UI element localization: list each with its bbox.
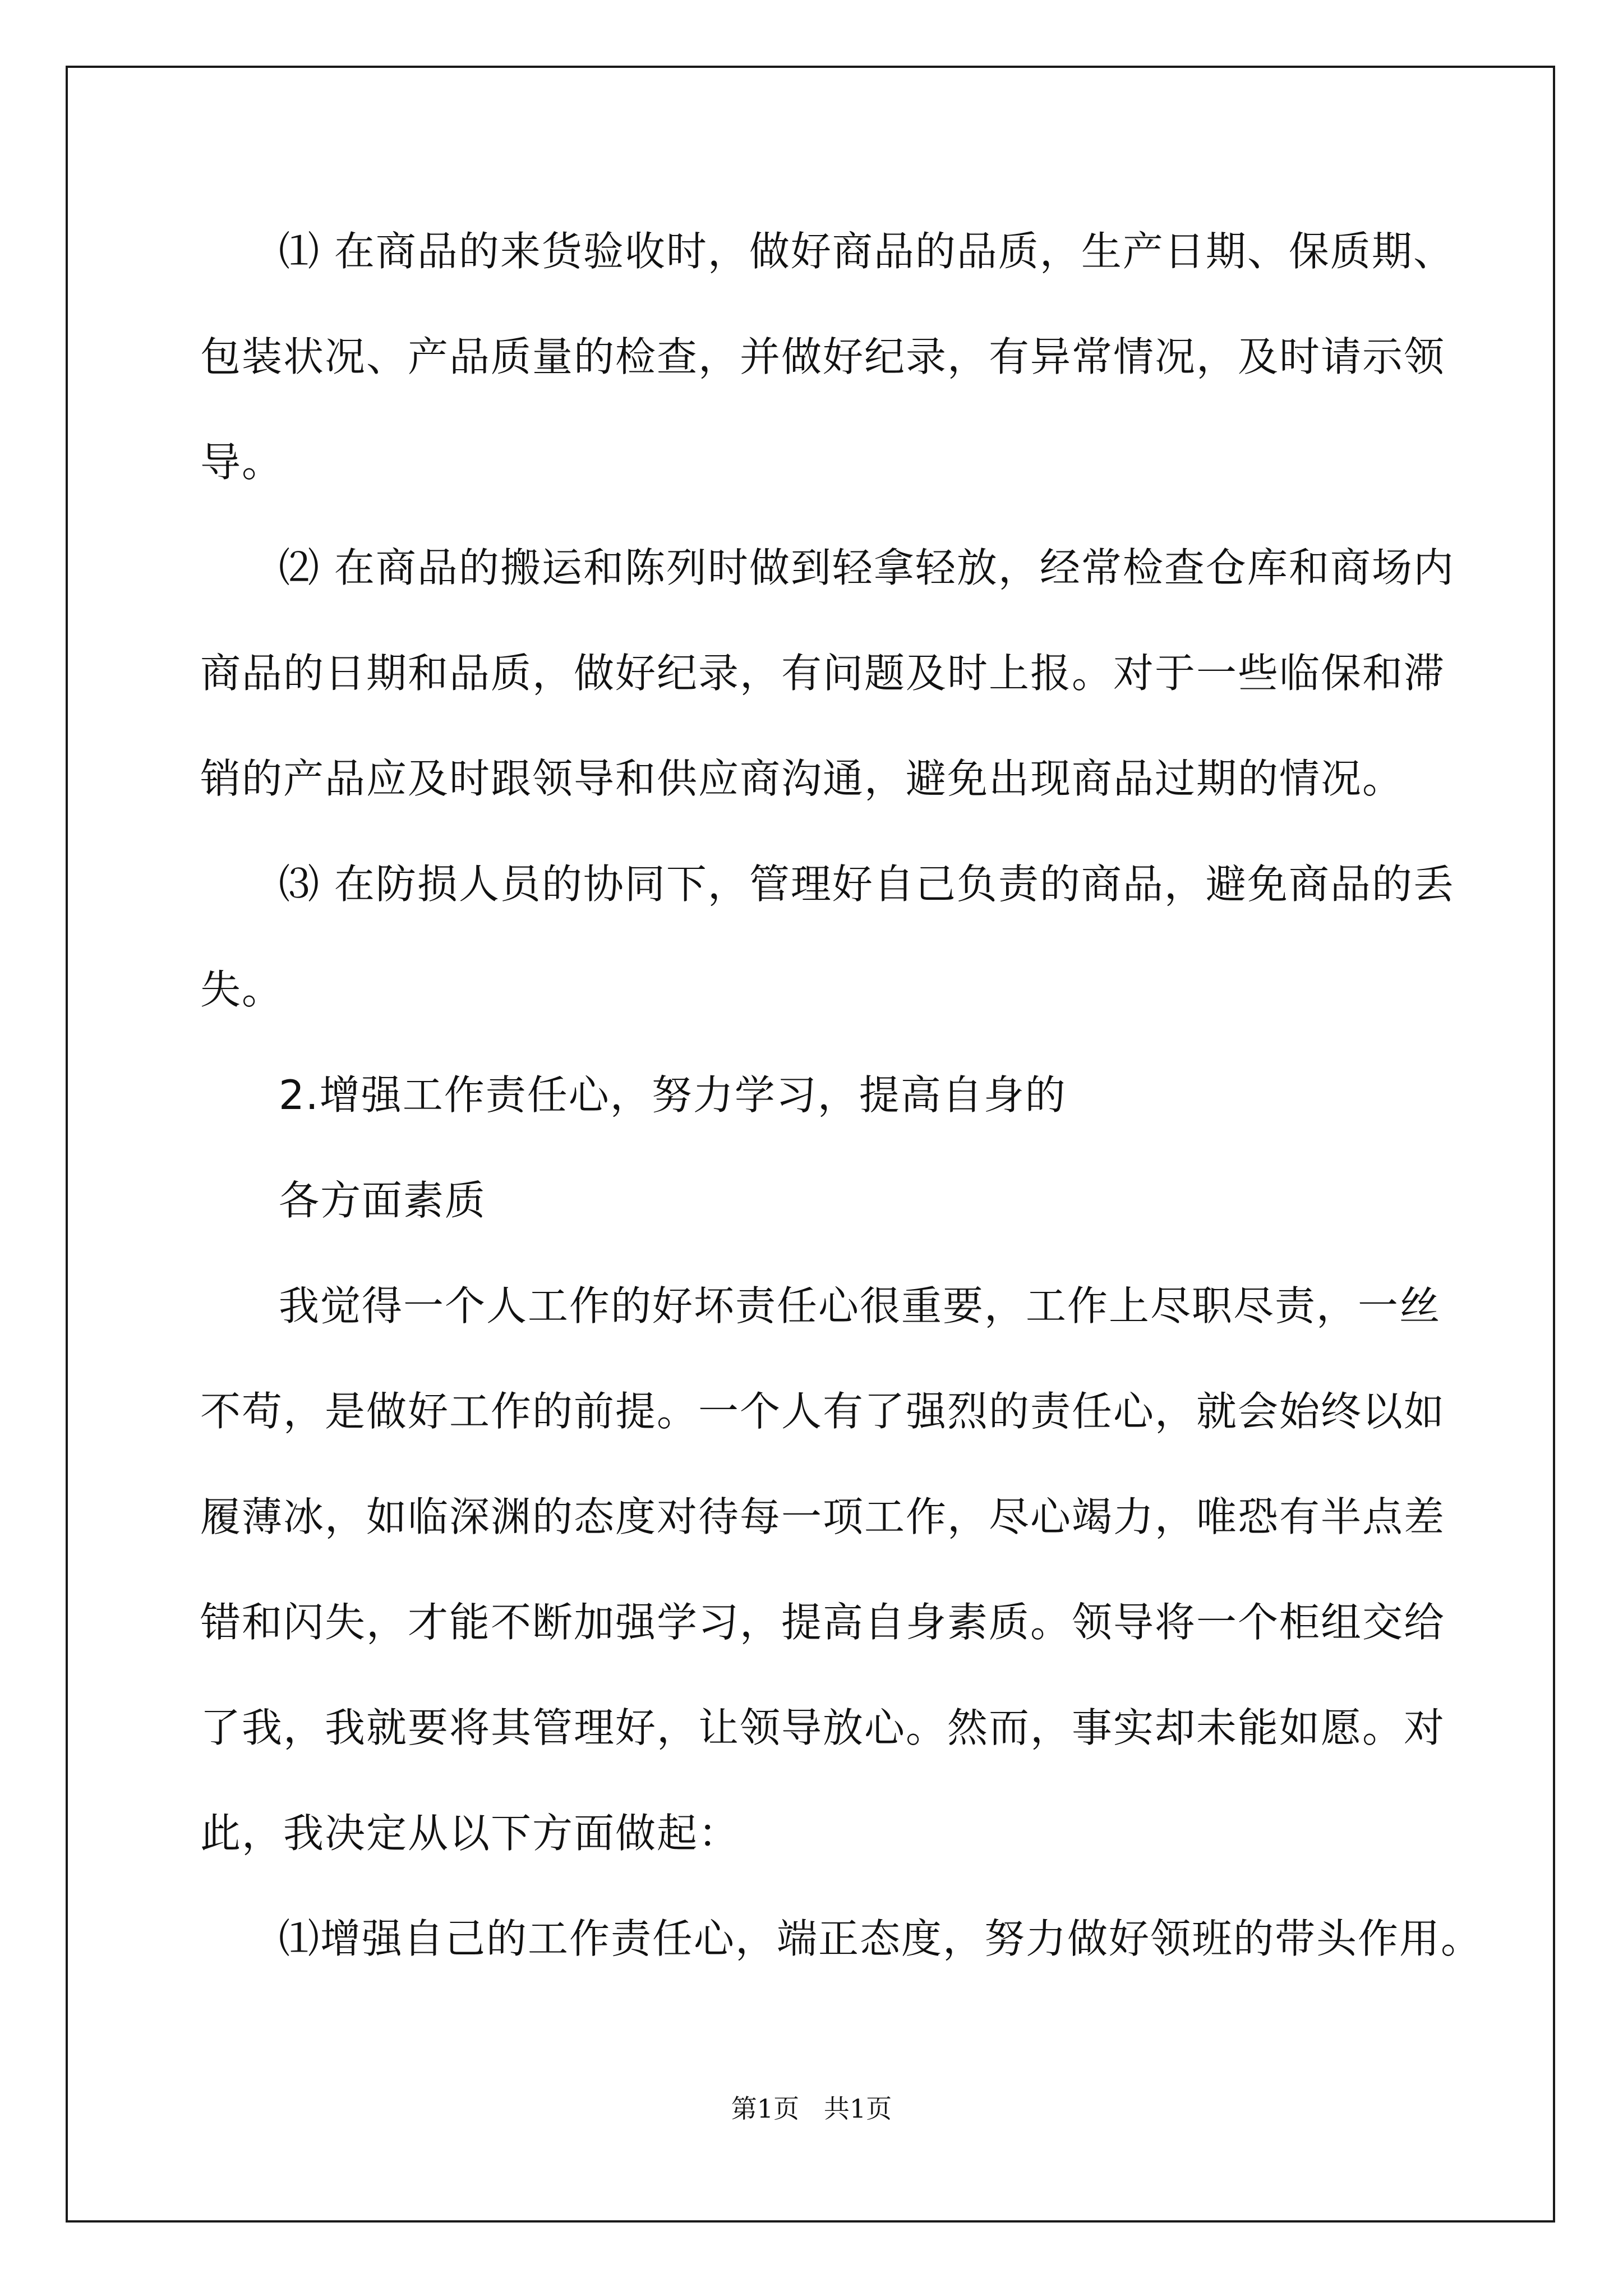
section-heading-line-1: 2.增强工作责任心，努力学习，提高自身的	[279, 1071, 1067, 1119]
paragraph-1-line-2: 包装状况、产品质量的检查，并做好纪录，有异常情况，及时请示领	[200, 333, 1446, 380]
section-heading-line-2: 各方面素质	[279, 1177, 487, 1224]
paragraph-3-line-1: ⑶ 在防损人员的协同下，管理好自己负责的商品，避免商品的丢	[279, 861, 1455, 908]
paragraph-4-line-2: 不苟，是做好工作的前提。一个人有了强烈的责任心，就会始终以如	[200, 1388, 1446, 1435]
paragraph-4-line-4: 错和闪失，才能不断加强学习，提高自身素质。领导将一个柜组交给	[200, 1599, 1446, 1646]
paragraph-1-line-3: 导。	[200, 439, 284, 486]
paragraph-2-line-1: ⑵ 在商品的搬运和陈列时做到轻拿轻放，经常检查仓库和商场内	[279, 544, 1455, 591]
page-border	[66, 66, 1555, 2223]
paragraph-4-line-1: 我觉得一个人工作的好坏责任心很重要，工作上尽职尽责，一丝	[279, 1282, 1441, 1329]
page-footer: 第1页 共1页	[731, 2093, 892, 2124]
paragraph-2-line-3: 销的产品应及时跟领导和供应商沟通，避免出现商品过期的情况。	[200, 755, 1404, 802]
paragraph-4-line-5: 了我，我就要将其管理好，让领导放心。然而，事实却未能如愿。对	[200, 1704, 1446, 1751]
paragraph-1-line-1: ⑴ 在商品的来货验收时，做好商品的品质，生产日期、保质期、	[279, 228, 1455, 275]
paragraph-5-line-1: ⑴增强自己的工作责任心，端正态度，努力做好领班的带头作用。	[279, 1915, 1483, 1962]
paragraph-4-line-3: 履薄冰，如临深渊的态度对待每一项工作，尽心竭力，唯恐有半点差	[200, 1493, 1446, 1540]
paragraph-3-line-2: 失。	[200, 966, 284, 1013]
paragraph-2-line-2: 商品的日期和品质，做好纪录，有问题及时上报。对于一些临保和滞	[200, 650, 1446, 697]
paragraph-4-line-6: 此，我决定从以下方面做起：	[200, 1810, 740, 1857]
